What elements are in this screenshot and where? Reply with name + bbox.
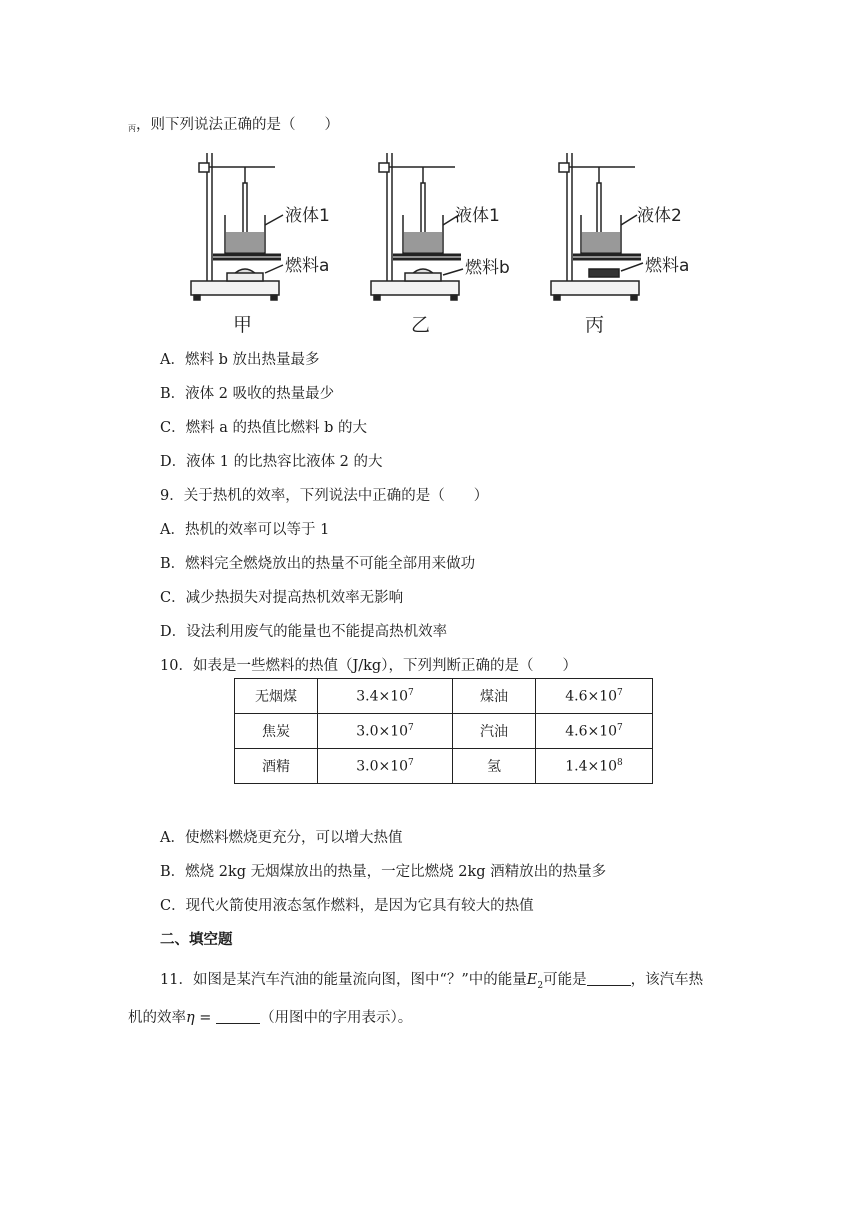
fig-yi-caption: 乙: [411, 314, 431, 336]
q8-option-d: D．液体 1 的比热容比液体 2 的大: [160, 454, 383, 470]
q8-stem-text: ，则下列说法正确的是（ ）: [136, 117, 339, 133]
table-cell-value: $4.6\times 10^7$: [536, 714, 653, 749]
table-cell-fuel: 汽油: [453, 714, 536, 749]
answer-blank-2[interactable]: [216, 1009, 260, 1024]
q8-option-a: A．燃料 b 放出热量最多: [160, 352, 320, 368]
table-row: [235, 679, 653, 714]
fig-bing-caption: 丙: [585, 314, 605, 336]
q9-option-a: A．热机的效率可以等于 1: [160, 522, 330, 538]
heat-value-table: [234, 678, 653, 784]
table-row: [235, 714, 653, 749]
table-cell-fuel: 氢: [453, 749, 536, 784]
table-cell-value: $4.6\times 10^7$: [536, 679, 653, 714]
q9-stem: 9．关于热机的效率，下列说法中正确的是（ ）: [160, 488, 489, 504]
q10-option-a: A．使燃料燃烧更充分，可以增大热值: [160, 830, 403, 846]
q10-option-c: C．现代火箭使用液态氢作燃料，是因为它具有较大的热值: [160, 898, 534, 914]
table-cell-value: $3.0\times 10^7$: [318, 714, 453, 749]
fig-jia-fuel: 燃料a: [285, 256, 330, 276]
fig-bing-liquid: 液体2: [637, 206, 682, 226]
table-cell-value: $1.4\times 10^8$: [536, 749, 653, 784]
fig-jia-caption: 甲: [233, 314, 253, 336]
fig-yi-fuel: 燃料b: [465, 258, 510, 278]
table-cell-fuel: 焦炭: [235, 714, 318, 749]
q8-stem: [128, 113, 339, 134]
fig-jia-liquid: 液体1: [285, 206, 330, 226]
apparatus-figure-jia: [185, 145, 345, 340]
q9-option-b: B．燃料完全燃烧放出的热量不可能全部用来做功: [160, 556, 476, 572]
q8-stem-sub: 丙: [128, 124, 136, 133]
q8-option-b: B．液体 2 吸收的热量最少: [160, 386, 335, 402]
answer-blank-1[interactable]: [587, 971, 631, 986]
q9-option-c: C．减少热损失对提高热机效率无影响: [160, 590, 404, 606]
q8-option-c: C．燃料 a 的热值比燃料 b 的大: [160, 420, 367, 436]
table-cell-fuel: 无烟煤: [235, 679, 318, 714]
q10-option-b: B．燃烧 2kg 无烟煤放出的热量，一定比燃烧 2kg 酒精放出的热量多: [160, 864, 607, 880]
q11-line2: 机的效率η = （用图中的字用表示）。: [128, 1010, 413, 1026]
apparatus-figure-yi: [365, 145, 525, 340]
table-cell-value: $3.4\times 10^7$: [318, 679, 453, 714]
q9-option-d: D．设法利用废气的能量也不能提高热机效率: [160, 624, 448, 640]
table-cell-value: $3.0\times 10^7$: [318, 749, 453, 784]
section-title: 二、填空题: [160, 932, 233, 948]
fig-yi-liquid: 液体1: [455, 206, 500, 226]
table-cell-fuel: 酒精: [235, 749, 318, 784]
apparatus-figure-bing: [545, 145, 705, 340]
q11-line1: 11．如图是某汽车汽油的能量流向图，图中“？”中的能量$E_2$可能是 ，该汽车热: [160, 972, 704, 991]
table-cell-fuel: 煤油: [453, 679, 536, 714]
table-row: [235, 749, 653, 784]
fig-bing-fuel: 燃料a: [645, 256, 690, 276]
q10-stem: 10．如表是一些燃料的热值（J/kg），下列判断正确的是（ ）: [160, 658, 577, 674]
